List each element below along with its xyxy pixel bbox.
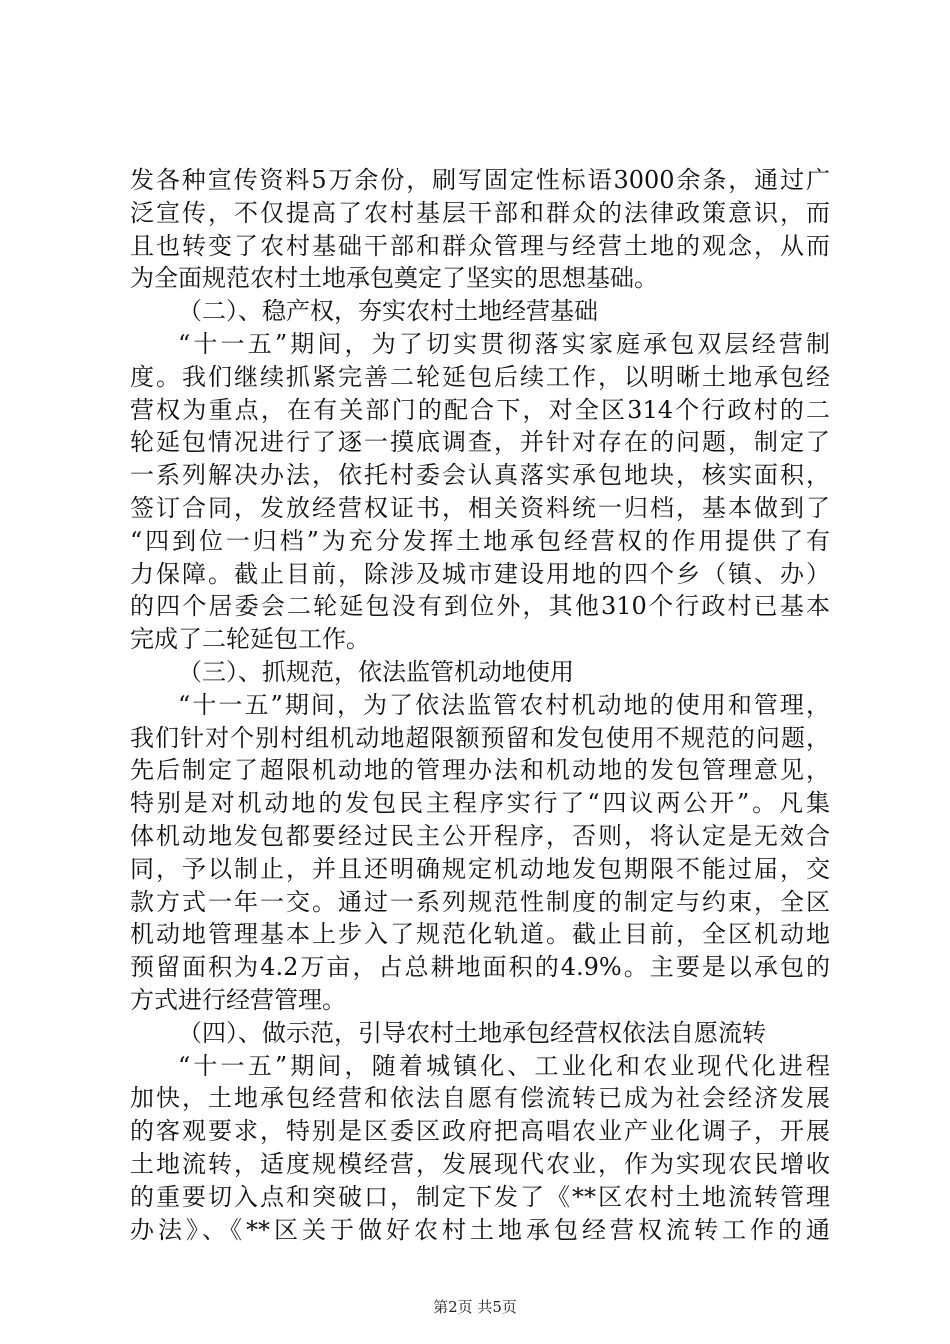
text-line: 办法》、《**区关于做好农村土地承包经营权流转工作的通 [130,1215,830,1244]
text-line: “十一五”期间，随着城镇化、工业化和农业现代化进程 [178,1051,830,1080]
text-line: 体机动地发包都要经过民主公开程序，否则，将认定是无效合 [130,821,830,850]
page-footer: 第2页 共5页 [433,1298,517,1316]
text-line: “十一五”期间，为了切实贯彻落实家庭承包双层经营制 [178,329,830,358]
text-line: 预留面积为4.2万亩，占总耕地面积的4.9%。主要是以承包的 [130,953,830,982]
text-line: 营权为重点，在有关部门的配合下，对全区314个行政村的二 [130,395,830,424]
text-line: 的四个居委会二轮延包没有到位外，其他310个行政村已基本 [130,592,830,621]
text-line: 款方式一年一交。通过一系列规范性制度的制定与约束，全区 [130,887,830,916]
text-line: 同，予以制止，并且还明确规定机动地发包期限不能过届，交 [130,854,830,883]
section-heading: （二）、稳产权，夯实农村土地经营基础 [178,297,598,326]
text-line: 方式进行经营管理。 [130,985,346,1014]
text-line: 且也转变了农村基础干部和群众管理与经营土地的观念，从而 [130,231,830,260]
text-line: 为全面规范农村土地承包奠定了坚实的思想基础。 [130,264,658,293]
text-line: 我们针对个别村组机动地超限额预留和发包使用不规范的问题， [130,723,830,752]
text-line: “四到位一归档”为充分发挥土地承包经营权的作用提供了有 [130,526,830,555]
text-line: 土地流转，适度规模经营，发展现代农业，作为实现农民增收 [130,1149,830,1178]
text-line: 力保障。截止目前，除涉及城市建设用地的四个乡（镇、办） [130,559,830,588]
text-line: 的客观要求，特别是区委区政府把高唱农业产业化调子，开展 [130,1117,830,1146]
text-line: 先后制定了超限机动地的管理办法和机动地的发包管理意见， [130,756,830,785]
text-line: 轮延包情况进行了逐一摸底调查，并针对存在的问题，制定了 [130,428,830,457]
text-line: 加快，土地承包经营和依法自愿有偿流转已成为社会经济发展 [130,1084,830,1113]
text-line: 一系列解决办法，依托村委会认真落实承包地块，核实面积， [130,461,830,490]
section-heading: （四）、做示范，引导农村土地承包经营权依法自愿流转 [178,1018,766,1047]
text-line: 发各种宣传资料5万余份，刷写固定性标语3000余条，通过广 [130,166,830,194]
text-line: 机动地管理基本上步入了规范化轨道。截止目前，全区机动地 [130,920,830,949]
text-line: 度。我们继续抓紧完善二轮延包后续工作，以明晰土地承包经 [130,362,830,391]
text-line: 签订合同，发放经营权证书，相关资料统一归档，基本做到了 [130,493,830,522]
section-heading: （三）、抓规范，依法监管机动地使用 [178,657,574,686]
text-line: 特别是对机动地的发包民主程序实行了“四议两公开”。凡集 [130,789,830,818]
text-line: 完成了二轮延包工作。 [130,625,370,654]
text-line: 的重要切入点和突破口，制定下发了《**区农村土地流转管理 [130,1182,830,1211]
text-line: “十一五”期间，为了依法监管农村机动地的使用和管理， [178,690,830,719]
text-line: 泛宣传，不仅提高了农村基层干部和群众的法律政策意识，而 [130,198,830,227]
document-body [130,164,830,1246]
